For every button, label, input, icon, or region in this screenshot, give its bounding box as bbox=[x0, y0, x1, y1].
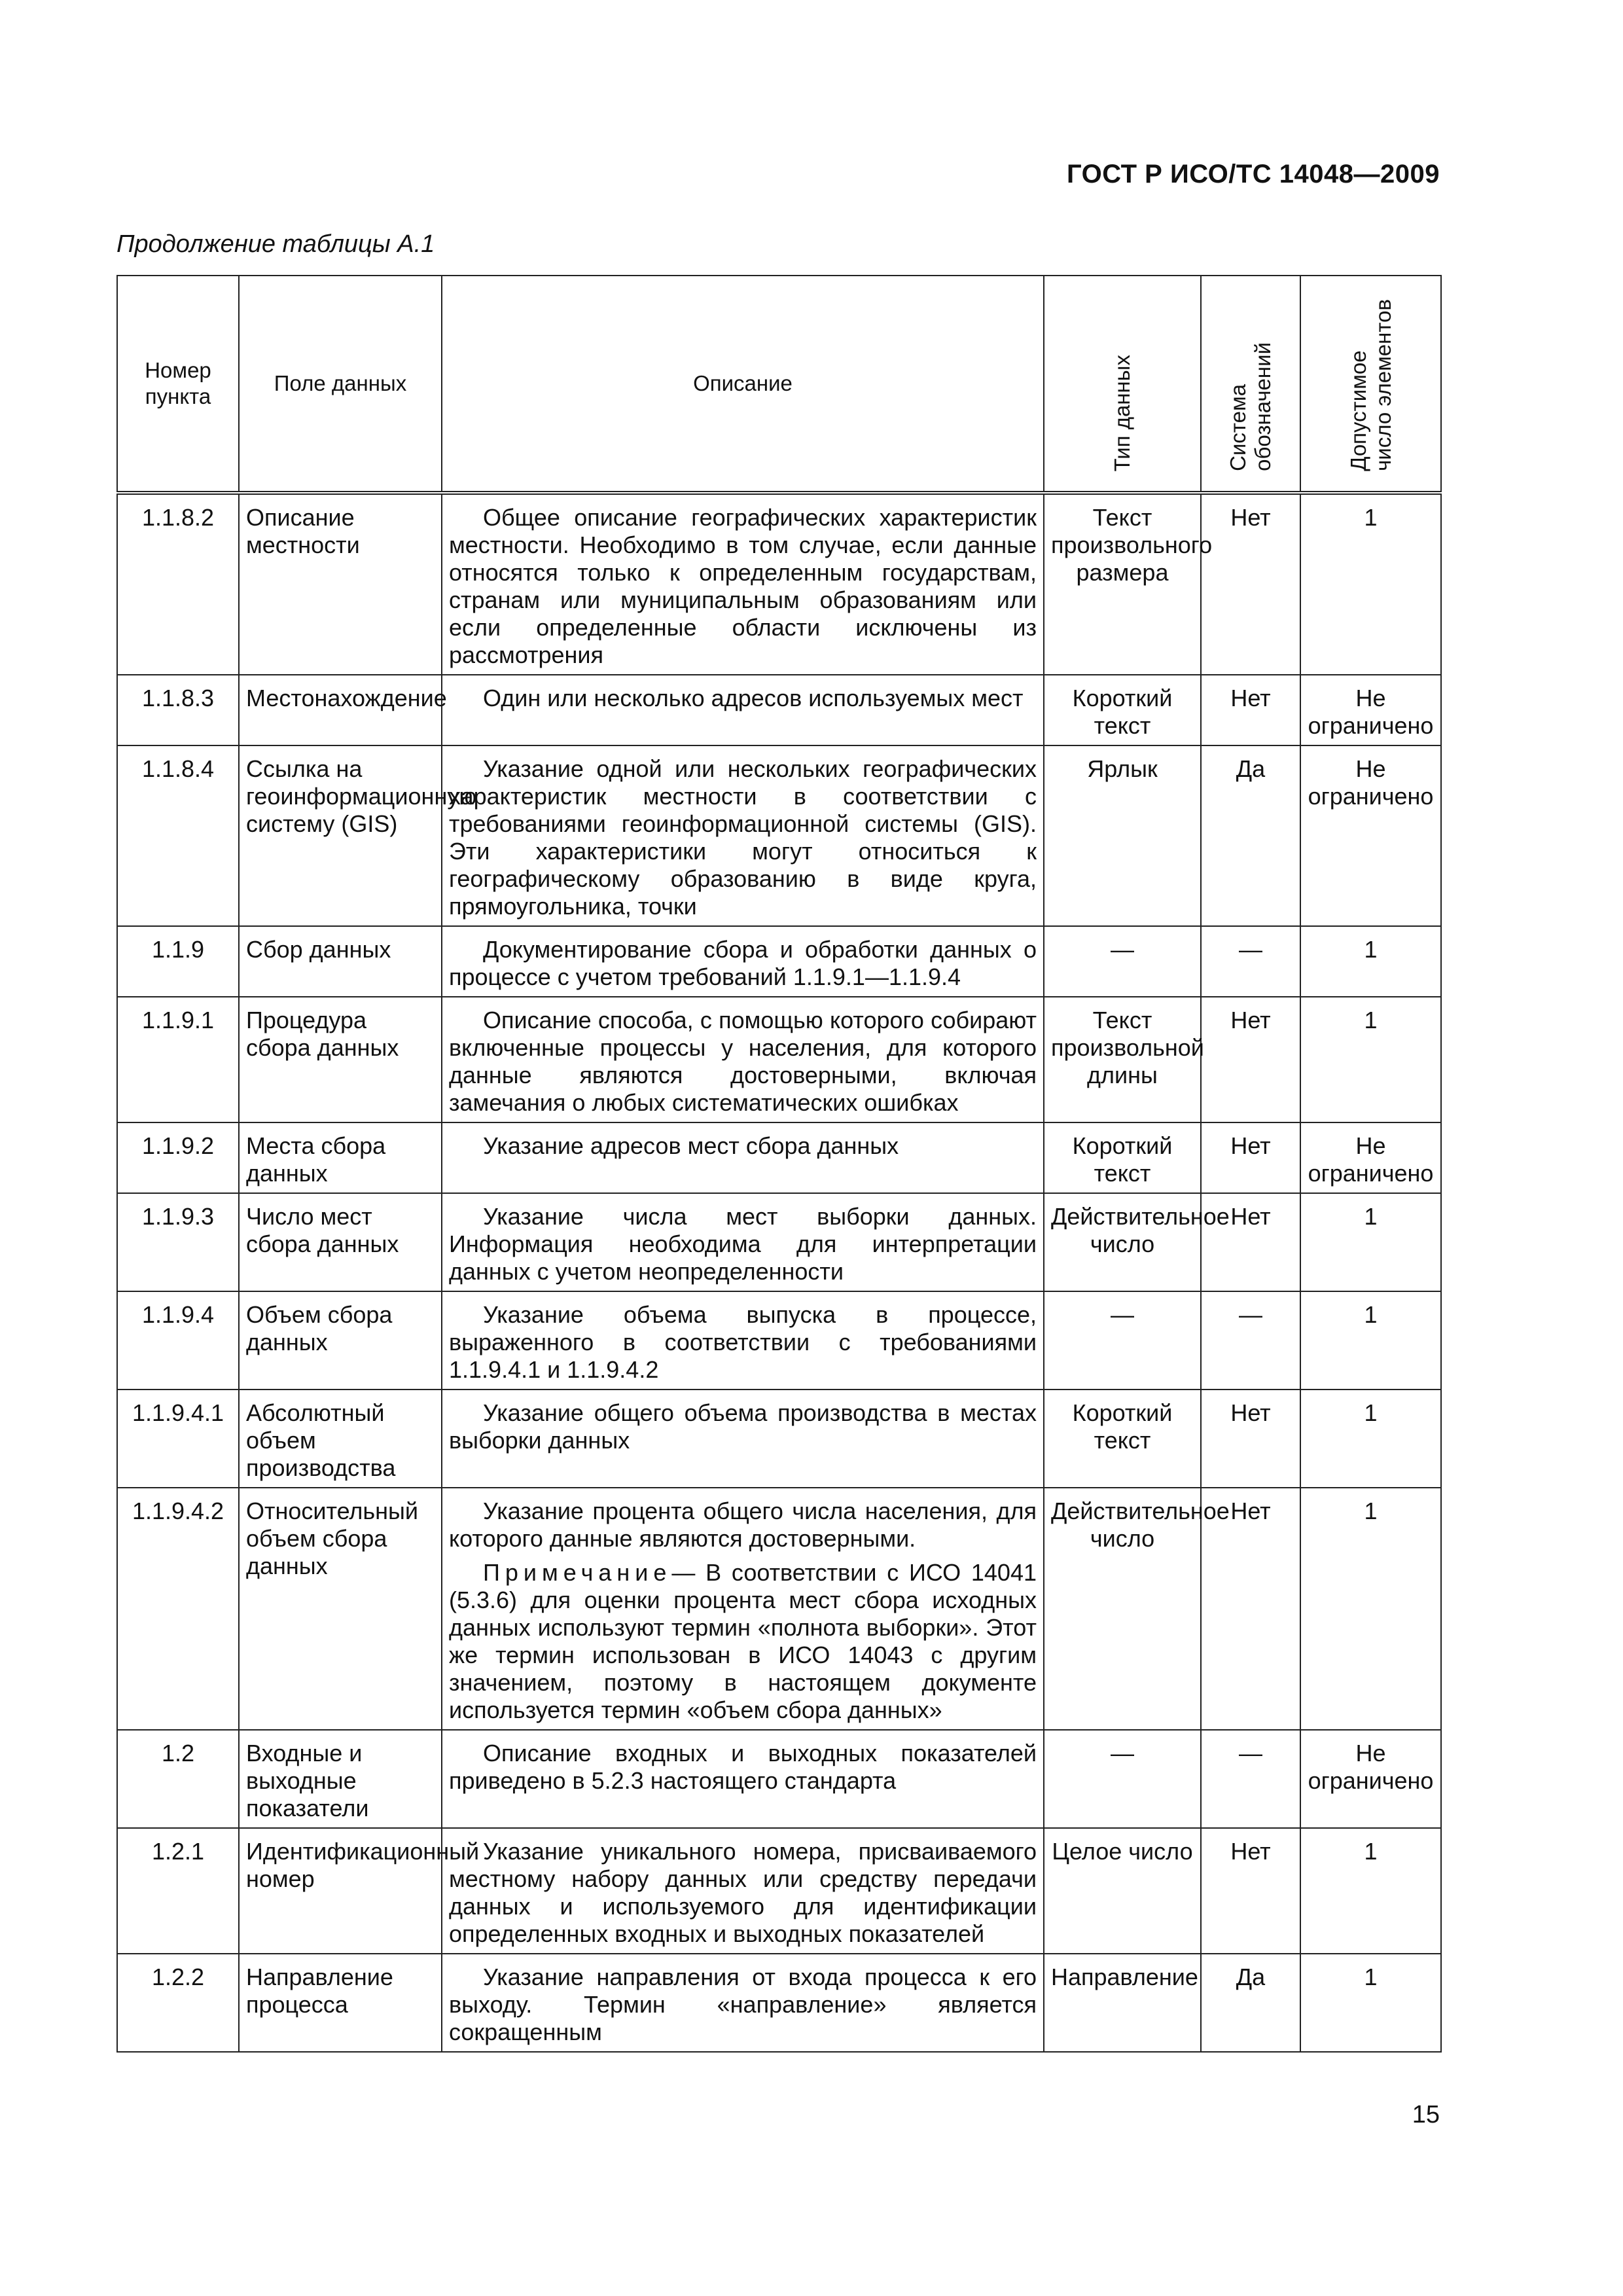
cell-notation: Нет bbox=[1201, 1828, 1300, 1954]
cell-notation: Нет bbox=[1201, 1390, 1300, 1488]
cell-field: Входные и выходные показатели bbox=[239, 1730, 442, 1828]
cell-field: Относительный объем сбора данных bbox=[239, 1488, 442, 1730]
table-row bbox=[117, 1488, 1441, 1730]
header-data-type: Тип данных bbox=[1044, 276, 1201, 493]
cell-data-type: Короткий текст bbox=[1044, 1122, 1201, 1193]
table-caption: Продолжение таблицы А.1 bbox=[116, 230, 435, 258]
cell-count: Не ограничено bbox=[1300, 745, 1441, 926]
cell-field: Процедура сбора данных bbox=[239, 997, 442, 1122]
cell-notation: Нет bbox=[1201, 997, 1300, 1122]
header-number: Номер пункта bbox=[117, 276, 239, 493]
table-row bbox=[117, 745, 1441, 926]
header-field: Поле данных bbox=[239, 276, 442, 493]
header-notation: Система обозначений bbox=[1201, 276, 1300, 493]
cell-description: Указание уникального номера, присваиваемого местному набору данных или средству передачи данных и используемого для идентификации определенных входных и выходных показателей bbox=[442, 1828, 1044, 1954]
document-header: ГОСТ Р ИСО/ТС 14048—2009 bbox=[1066, 160, 1440, 188]
cell-data-type: Текст произвольного размера bbox=[1044, 493, 1201, 675]
cell-data-type: Короткий текст bbox=[1044, 675, 1201, 745]
cell-field: Описание местности bbox=[239, 493, 442, 675]
table-row bbox=[117, 1390, 1441, 1488]
description-note bbox=[449, 1559, 1037, 1724]
cell-count: 1 bbox=[1300, 493, 1441, 675]
cell-number: 1.1.9.1 bbox=[117, 997, 239, 1122]
table-row bbox=[117, 997, 1441, 1122]
cell-number: 1.1.9.4.1 bbox=[117, 1390, 239, 1488]
cell-description: Описание входных и выходных показателей приведено в 5.2.3 настоящего стандарта bbox=[442, 1730, 1044, 1828]
cell-data-type: — bbox=[1044, 926, 1201, 997]
cell-number: 1.1.9.4.2 bbox=[117, 1488, 239, 1730]
cell-count: 1 bbox=[1300, 926, 1441, 997]
cell-number: 1.1.9.4 bbox=[117, 1291, 239, 1390]
cell-description: Указание числа мест выборки данных. Информация необходима для интерпретации данных с учетом неопределенности bbox=[442, 1193, 1044, 1291]
cell-notation: — bbox=[1201, 926, 1300, 997]
cell-description: Указание одной или нескольких географических характеристик местности в соответствии с требованиями геоинформационной системы (GIS). Эти характеристики могут относиться к географическому образованию в виде круга, прямоугольника, точки bbox=[442, 745, 1044, 926]
cell-field: Ссылка на геоинформационную систему (GIS) bbox=[239, 745, 442, 926]
cell-description: Указание общего объема производства в местах выборки данных bbox=[442, 1390, 1044, 1488]
cell-field: Направление процесса bbox=[239, 1954, 442, 2052]
cell-number: 1.1.9.3 bbox=[117, 1193, 239, 1291]
cell-notation: Да bbox=[1201, 1954, 1300, 2052]
cell-count: 1 bbox=[1300, 1390, 1441, 1488]
cell-data-type: Действительное число bbox=[1044, 1488, 1201, 1730]
cell-notation: — bbox=[1201, 1291, 1300, 1390]
cell-count: Не ограничено bbox=[1300, 1730, 1441, 1828]
table-row bbox=[117, 1954, 1441, 2052]
cell-description bbox=[442, 1488, 1044, 1730]
table-row bbox=[117, 926, 1441, 997]
cell-number: 1.1.8.2 bbox=[117, 493, 239, 675]
cell-notation: Да bbox=[1201, 745, 1300, 926]
table-row bbox=[117, 493, 1441, 675]
cell-number: 1.2.2 bbox=[117, 1954, 239, 2052]
table-row bbox=[117, 1193, 1441, 1291]
header-description: Описание bbox=[442, 276, 1044, 493]
cell-data-type: — bbox=[1044, 1730, 1201, 1828]
cell-data-type: Направление bbox=[1044, 1954, 1201, 2052]
cell-field: Сбор данных bbox=[239, 926, 442, 997]
table-row bbox=[117, 1730, 1441, 1828]
cell-description: Описание способа, с помощью которого собирают включенные процессы у населения, для которого данные являются достоверными, включая замечания о любых систематических ошибках bbox=[442, 997, 1044, 1122]
cell-field: Местонахождение bbox=[239, 675, 442, 745]
page-number: 15 bbox=[1412, 2101, 1440, 2128]
cell-number: 1.1.9.2 bbox=[117, 1122, 239, 1193]
cell-number: 1.2.1 bbox=[117, 1828, 239, 1954]
note-label: Примечание bbox=[483, 1559, 672, 1586]
cell-count: 1 bbox=[1300, 1291, 1441, 1390]
cell-notation: Нет bbox=[1201, 1193, 1300, 1291]
cell-count: 1 bbox=[1300, 1193, 1441, 1291]
cell-field: Объем сбора данных bbox=[239, 1291, 442, 1390]
cell-data-type: Ярлык bbox=[1044, 745, 1201, 926]
cell-count: 1 bbox=[1300, 1828, 1441, 1954]
description-text: Указание процента общего числа населения, для которого данные являются достоверными. bbox=[449, 1498, 1037, 1552]
cell-field: Число мест сбора данных bbox=[239, 1193, 442, 1291]
table-row bbox=[117, 1828, 1441, 1954]
cell-data-type: Короткий текст bbox=[1044, 1390, 1201, 1488]
cell-number: 1.2 bbox=[117, 1730, 239, 1828]
table-body bbox=[117, 493, 1441, 2052]
cell-description: Указание направления от входа процесса к его выходу. Термин «направление» является сокращенным bbox=[442, 1954, 1044, 2052]
cell-notation: Нет bbox=[1201, 493, 1300, 675]
cell-field: Идентификационный номер bbox=[239, 1828, 442, 1954]
cell-description: Один или несколько адресов используемых мест bbox=[442, 675, 1044, 745]
cell-description: Указание объема выпуска в процессе, выраженного в соответствии с требованиями 1.1.9.4.1 и 1.1.9.4.2 bbox=[442, 1291, 1044, 1390]
table-header-row bbox=[117, 276, 1441, 493]
table-row bbox=[117, 1291, 1441, 1390]
cell-description: Указание адресов мест сбора данных bbox=[442, 1122, 1044, 1193]
cell-field: Места сбора данных bbox=[239, 1122, 442, 1193]
cell-field: Абсолютный объем производства bbox=[239, 1390, 442, 1488]
cell-count: 1 bbox=[1300, 1954, 1441, 2052]
cell-data-type: Текст произвольной длины bbox=[1044, 997, 1201, 1122]
cell-notation: Нет bbox=[1201, 1488, 1300, 1730]
cell-description: Общее описание географических характеристик местности. Необходимо в том случае, если данные относятся только к определенным государствам, странам или муниципальным образованиям или если определенные области исключены из рассмотрения bbox=[442, 493, 1044, 675]
table-row bbox=[117, 1122, 1441, 1193]
cell-number: 1.1.8.3 bbox=[117, 675, 239, 745]
cell-number: 1.1.9 bbox=[117, 926, 239, 997]
cell-count: Не ограничено bbox=[1300, 675, 1441, 745]
cell-number: 1.1.8.4 bbox=[117, 745, 239, 926]
cell-data-type: Действительное число bbox=[1044, 1193, 1201, 1291]
table-row bbox=[117, 675, 1441, 745]
cell-notation: — bbox=[1201, 1730, 1300, 1828]
cell-description: Документирование сбора и обработки данных о процессе с учетом требований 1.1.9.1—1.1.9.4 bbox=[442, 926, 1044, 997]
cell-data-type: Целое число bbox=[1044, 1828, 1201, 1954]
data-fields-table bbox=[116, 275, 1442, 2053]
cell-count: 1 bbox=[1300, 1488, 1441, 1730]
header-count: Допустимое число элементов bbox=[1300, 276, 1441, 493]
cell-count: 1 bbox=[1300, 997, 1441, 1122]
cell-notation: Нет bbox=[1201, 675, 1300, 745]
cell-data-type: — bbox=[1044, 1291, 1201, 1390]
cell-count: Не ограничено bbox=[1300, 1122, 1441, 1193]
cell-notation: Нет bbox=[1201, 1122, 1300, 1193]
note-text: — В соответствии с ИСО 14041 (5.3.6) для оценки процента мест сбора исходных данных используют термин «полнота выборки». Этот же термин использован в ИСО 14043 с другим значением, поэтому в настоящем документе используется термин «объем сбора данных» bbox=[449, 1559, 1037, 1723]
